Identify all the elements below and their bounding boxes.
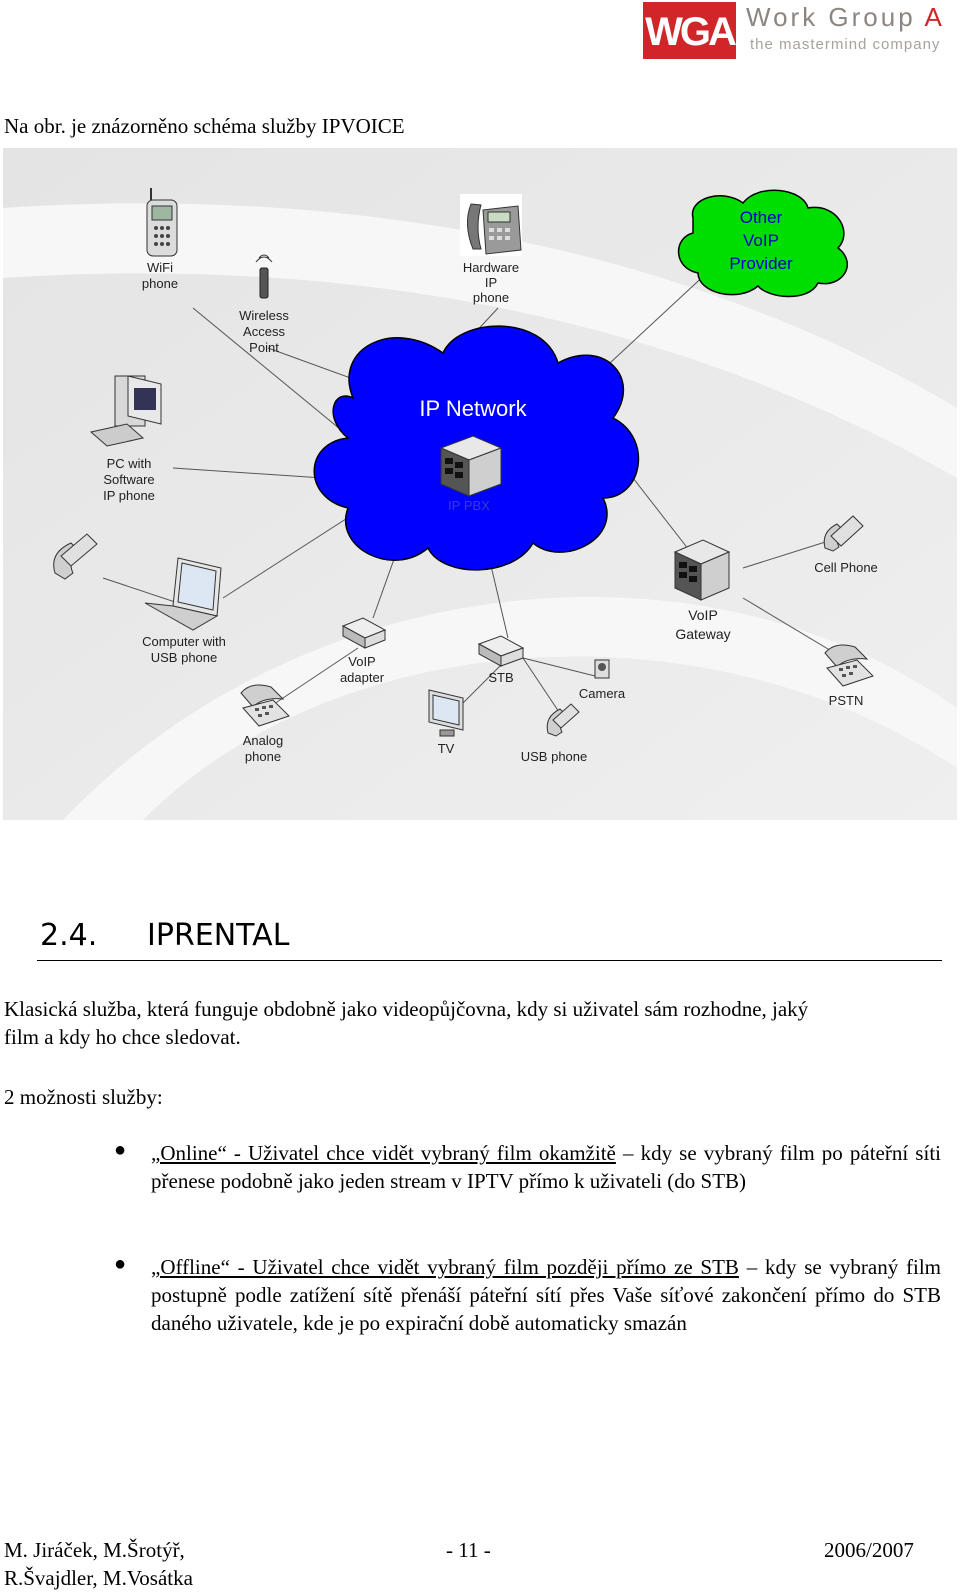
pstn-label: PSTN — [828, 693, 864, 708]
voip-gateway-label: VoIP — [688, 607, 718, 623]
camera-label: Camera — [578, 686, 626, 701]
pc-label: Software — [103, 472, 155, 487]
hardware-ip-phone-icon — [460, 194, 522, 256]
options-intro: 2 možnosti služby: — [4, 1085, 163, 1109]
hardware-phone-label: Hardware — [462, 260, 520, 275]
laptop-label: Computer with — [142, 634, 226, 649]
wap-label: Point — [249, 340, 279, 355]
ip-pbx-label: IP PBX — [448, 498, 490, 513]
option-text: – kdy se vybraný film postupně podle zatížení sítě přenáší páteřní sítí přes Vaše síťové zakončení přímo do STB daného uživatele, kde je po expirační době automaticky smazán — [151, 1255, 941, 1335]
option-text: – kdy se vybraný film po páteřní síti přenese podobně jako jeden stream v IPTV přímo k uživateli (do STB) — [151, 1141, 941, 1193]
provider-label-line: Other — [739, 208, 783, 227]
camera-icon — [595, 660, 609, 678]
usb-phone-label: USB phone — [520, 749, 588, 764]
section-number: 2.4. — [40, 918, 98, 953]
wap-label: Wireless — [239, 308, 289, 323]
bullet-icon: ● — [114, 1139, 127, 1161]
ip-pbx-server-icon — [441, 436, 501, 496]
provider-label-line: Provider — [729, 254, 793, 273]
option-lead: „Online“ - Uživatel chce vidět vybraný film okamžitě — [151, 1141, 616, 1165]
voip-adapter-label: VoIP — [348, 654, 376, 669]
ipvoice-network-diagram — [3, 148, 957, 820]
section-rule — [37, 960, 942, 961]
cloud-title: IP Network — [419, 396, 527, 421]
intro-text: Na obr. je znázorněno schéma služby IPVOICE — [4, 114, 405, 138]
footer-authors: R.Švajdler, M.Vosátka — [4, 1566, 193, 1590]
laptop-label: USB phone — [150, 650, 218, 665]
list-item — [151, 1139, 941, 1195]
bullet-icon: ● — [114, 1253, 127, 1275]
wifi-phone-label: phone — [141, 276, 179, 291]
option-lead: „Offline“ - Uživatel chce vidět vybraný film později přímo ze STB — [151, 1255, 739, 1279]
provider-label-line: VoIP — [743, 231, 779, 250]
analog-phone-label: Analog — [242, 733, 284, 748]
footer-authors: M. Jiráček, M.Šrotýř, — [4, 1538, 185, 1562]
stb-label: STB — [488, 670, 514, 685]
section-title: IPRENTAL — [147, 918, 290, 953]
company-name: Work Group A — [746, 2, 945, 32]
pc-label: IP phone — [103, 488, 155, 503]
description-line: film a kdy ho chce sledovat. — [4, 1025, 241, 1049]
voip-gateway-icon — [675, 540, 729, 600]
footer-page-number: - 11 - — [446, 1538, 491, 1562]
pc-label: PC with — [106, 456, 152, 471]
voip-gateway-label: Gateway — [675, 626, 731, 642]
voip-adapter-label: adapter — [339, 670, 385, 685]
description-line: Klasická služba, která funguje obdobně jako videopůjčovna, kdy si uživatel sám rozhodne, jaký — [4, 997, 809, 1021]
list-item — [151, 1253, 941, 1337]
tv-label: TV — [437, 741, 455, 756]
description-paragraph — [4, 995, 808, 1051]
hardware-phone-label: phone — [472, 290, 510, 305]
wap-label: Access — [243, 324, 285, 339]
cell-phone-label: Cell Phone — [814, 560, 878, 575]
company-tagline: the mastermind company — [750, 36, 941, 53]
hardware-phone-label: IP — [484, 275, 498, 290]
analog-phone-label: phone — [244, 749, 282, 764]
company-logo-mark: WGA — [643, 2, 736, 59]
wifi-phone-label: WiFi — [147, 260, 173, 275]
section-heading — [40, 918, 289, 953]
footer-year: 2006/2007 — [824, 1538, 914, 1562]
